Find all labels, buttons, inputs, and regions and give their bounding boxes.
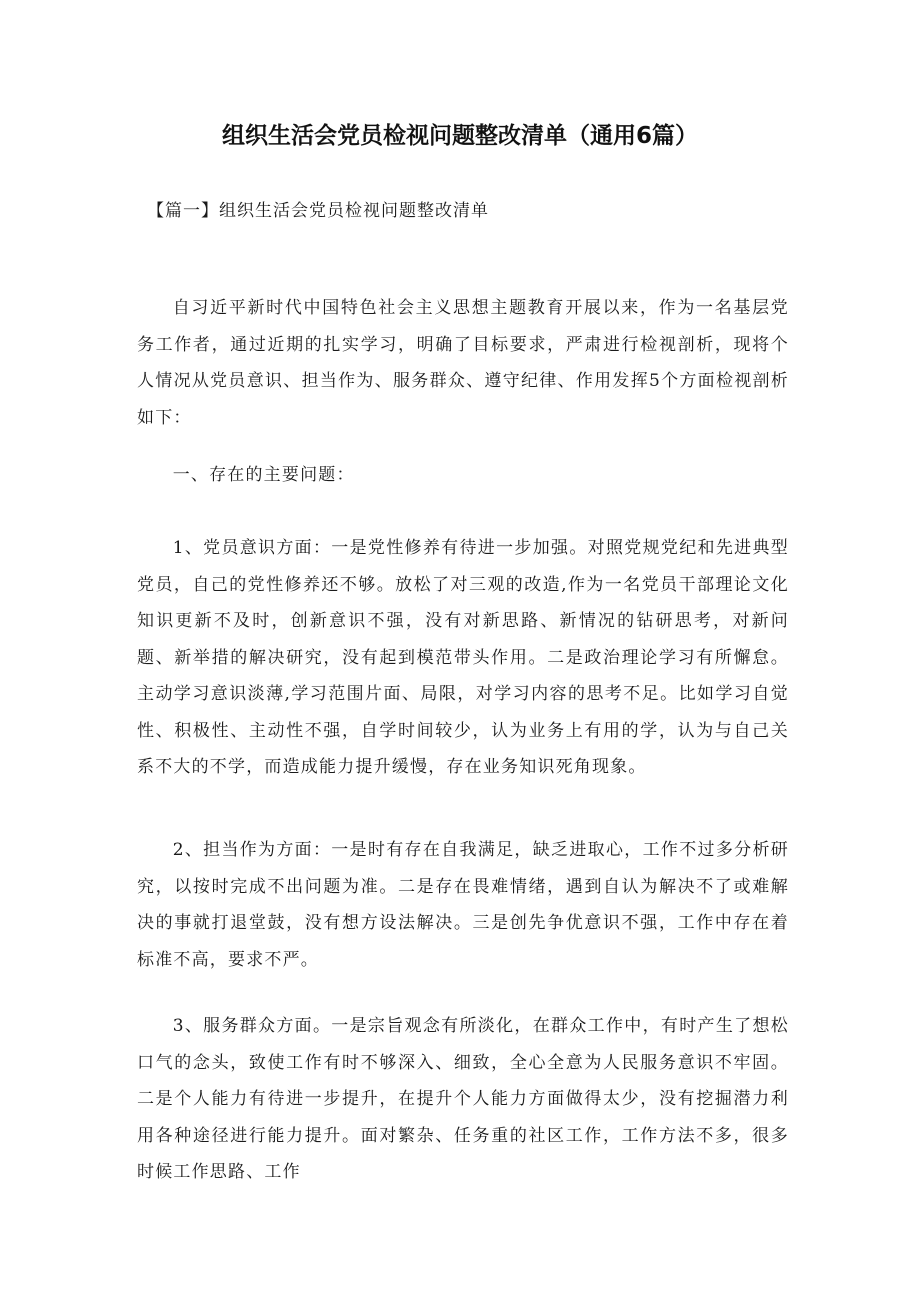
paragraph-intro: 自习近平新时代中国特色社会主义思想主题教育开展以来，作为一名基层党务工作者，通过近期的扎实学习，明确了目标要求，严肃进行检视剖析，现将个人情况从党员意识、担当作为、服务群众、遵守纪律、作用发挥5个方面检视剖析如下： xyxy=(137,298,789,428)
document-title: 组织生活会党员检视问题整改清单（通用6篇） xyxy=(221,123,698,149)
paragraph-item-serving-masses: 3、服务群众方面。一是宗旨观念有所淡化，在群众工作中，有时产生了想松口气的念头，致使工作有时不够深入、细致，全心全意为人民服务意识不牢固。二是个人能力有待进一步提升，在提升个人能力方面做得太少，没有挖掘潜力利用各种途径进行能力提升。面对繁杂、任务重的社区工作，工作方法不多，很多时候工作思路、工作 xyxy=(137,1016,789,1182)
paragraph-item-party-awareness: 1、党员意识方面：一是党性修养有待进一步加强。对照党规党纪和先进典型党员，自己的党性修养还不够。放松了对三观的改造,作为一名党员干部理论文化知识更新不及时，创新意识不强，没有对新思路、新情况的钻研思考，对新问题、新举措的解决研究，没有起到模范带头作用。二是政治理论学习有所懈怠。主动学习意识淡薄,学习范围片面、局限，对学习内容的思考不足。比如学习自觉性、积极性、主动性不强，自学时间较少，认为业务上有用的学，认为与自己关系不大的不学，而造成能力提升缓慢，存在业务知识死角现象。 xyxy=(137,538,789,777)
paragraph-problems-heading: 一、存在的主要问题： xyxy=(172,465,355,485)
section-heading: 【篇一】组织生活会党员检视问题整改清单 xyxy=(147,201,489,221)
paragraph-item-responsibility: 2、担当作为方面：一是时有存在自我满足，缺乏进取心，工作不过多分析研究，以按时完成不出问题为准。二是存在畏难情绪，遇到自认为解决不了或难解决的事就打退堂鼓，没有想方设法解决。三是创先争优意识不强，工作中存在着标准不高，要求不严。 xyxy=(137,840,789,970)
